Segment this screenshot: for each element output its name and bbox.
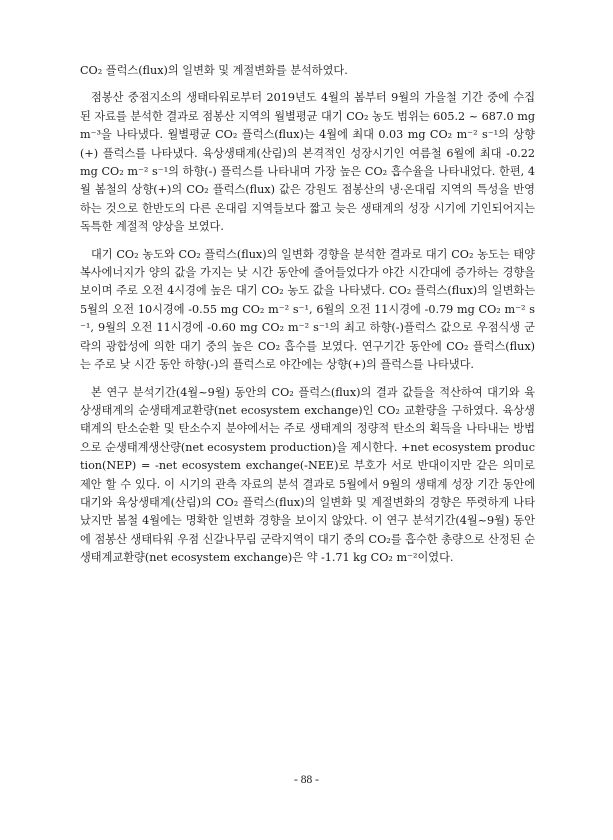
body-text xyxy=(80,62,535,568)
paragraph-intro-line: CO₂ 플럭스(flux)의 일변화 및 계절변화를 분석하였다. xyxy=(80,64,348,77)
paragraph-diurnal-co2: 대기 CO₂ 농도와 CO₂ 플럭스(flux)의 일변화 경향을 분석한 결과로 대기 CO₂ 농도는 태양 복사에너지가 양의 값을 가지는 낮 시간 동안에 줄어들었다가 야간 시간대에 증가하는 경향을 보이며 주로 오전 4시경에 높은 대기 CO₂ 농도 값을 나타냈다. CO₂ 플럭스(flux)의 일변화는 5월의 오전 10시경에 -0.55 mg CO₂ m⁻² s⁻¹, 6월의 오전 11시경에 -0.79 mg CO₂ m⁻² s⁻¹, 9월의 오전 11시경에 -0.60 mg CO₂ m⁻² s⁻¹의 최고 하향(-)플럭스 값으로 우점식생 군락의 광합성에 의한 대기 중의 높은 CO₂ 흡수를 보였다. 연구기간 동안에 CO₂ 플럭스(flux)는 주로 낮 시간 동안 하향(-)의 플럭스로 야간에는 상향(+)의 플럭스를 나타냈다. xyxy=(80,247,535,372)
paragraph-net-ecosystem-exchange: 본 연구 분석기간(4월~9월) 동안의 CO₂ 플럭스(flux)의 결과 값들을 적산하여 대기와 육상생태계의 순생태계교환량(net ecosystem exchange)인 CO₂ 교환량을 구하였다. 육상생태계의 탄소순환 및 탄소수지 분야에서는 주로 생태계의 정량적 탄소의 획득을 나타내는 방법으로 순생태계생산량(net ecosystem production)을 제시한다. +net ecosystem production(NEP) = -net ecosystem exchange(-NEE)로 부호가 서로 반대이지만 같은 의미로 제안 할 수 있다. 이 시기의 관측 자료의 분석 결과로 5월에서 9월의 생태계 성장 기간 동안에 대기와 육상생태계(산림)의 CO₂ 플럭스(flux)의 일변화 및 계절변화의 경향은 뚜렷하게 나타났지만 봄철 4월에는 명확한 일변화 경향을 보이지 않았다. 이 연구 분석기간(4월~9월) 동안에 점봉산 생태타워 우점 신갈나무림 군락지역이 대기 중의 CO₂를 흡수한 총량으로 산정된 순생태계교환량(net ecosystem exchange)은 약 -1.71 kg CO₂ m⁻²이였다. xyxy=(80,385,535,565)
paragraph-monthly-co2: 점봉산 중점지소의 생태타워로부터 2019년도 4월의 봄부터 9월의 가을철 기간 중에 수집된 자료를 분석한 결과로 점봉산 지역의 월별평균 대기 CO₂ 농도 범위는 605.2 ~ 687.0 mg m⁻³을 나타냈다. 월별평균 CO₂ 플럭스(flux)는 4월에 최대 0.03 mg CO₂ m⁻² s⁻¹의 상향(+) 플럭스를 나타냈다. 육상생태계(산림)의 본격적인 성장시기인 여름철 6월에 최대 -0.22 mg CO₂ m⁻² s⁻¹의 하향(-) 플럭스를 나타내며 가장 높은 CO₂ 흡수율을 나타내었다. 한편, 4월 봄철의 상향(+)의 CO₂ 플럭스(flux) 값은 강원도 점봉산의 냉·온대림 지역의 특성을 반영하는 것으로 한반도의 다른 온대림 지역들보다 짧고 늦은 생태계의 성장 시기에 기인되어지는 독특한 계절적 양상을 보였다. xyxy=(80,91,535,234)
page-number: - 88 - xyxy=(294,774,319,786)
